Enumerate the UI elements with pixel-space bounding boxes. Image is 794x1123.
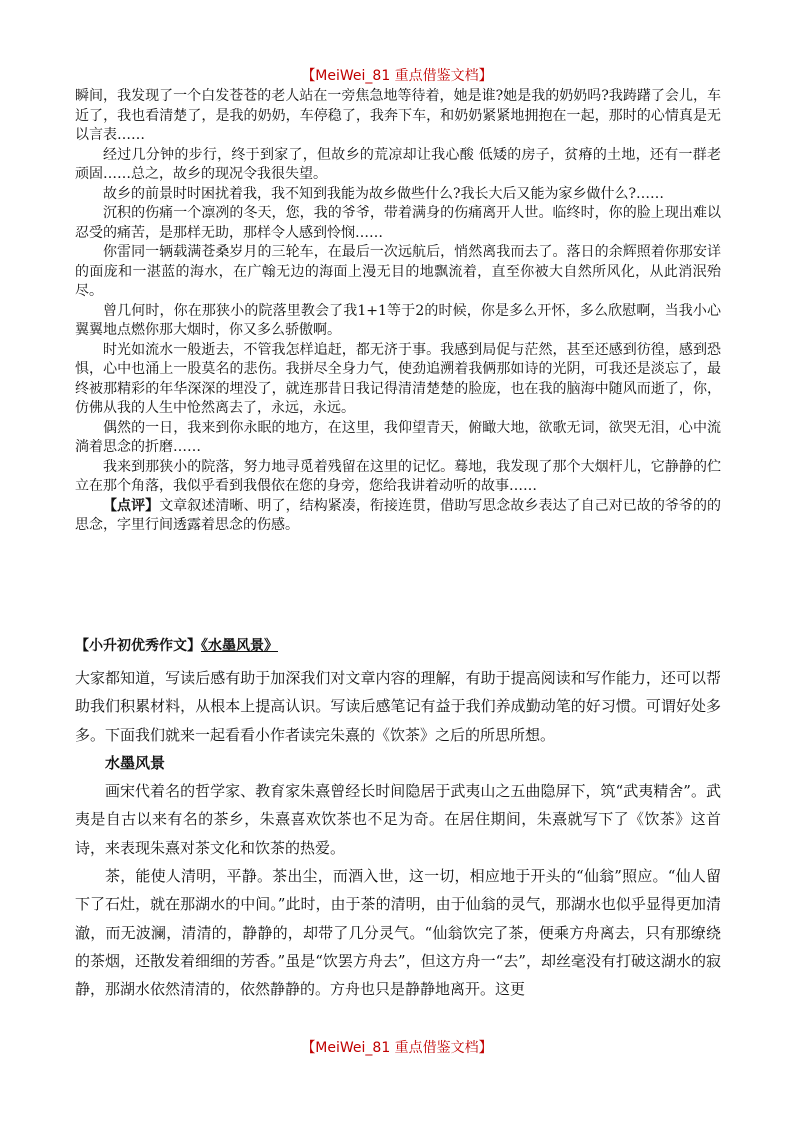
paragraph: 曾几何时，你在那狭小的院落里教会了我1+1等于2的时候，你是多么开怀，多么欣慰啊，当我小心翼翼地点燃你那大烟时，你又多么骄傲啊。: [75, 302, 721, 338]
paragraph: 时光如流水一般逝去，不管我怎样追赶，都无济于事。我感到局促与茫然，甚至还感到彷徨，感到恐惧，心中也涌上一股莫名的悲伤。我拼尽全身力气，使劲追溯着我俩那如诗的光阴，可我还是淡忘了，最终被那精彩的年华深深的埋没了，就连那昔日我记得清清楚楚的脸庞，也在我的脑海中随风而逝了，你，仿佛从我的人生中怆然离去了，永远，永远。: [75, 341, 721, 416]
heading-prefix: 【小升初优秀作文】: [75, 638, 201, 654]
paragraph: 画宋代着名的哲学家、教育家朱熹曾经长时间隐居于武夷山之五曲隐屏下，筑“武夷精舍”。武夷是自古以来有名的茶乡，朱熹喜欢饮茶也不足为奇。在居住期间，朱熹就写下了《饮茶》这首诗，来表现朱熹对茶文化和饮茶的热爱。: [75, 782, 721, 857]
comment-paragraph: [75, 497, 721, 536]
essay-section: [75, 87, 721, 536]
essay-section-2: [75, 664, 721, 1004]
paragraph: 瞬间，我发现了一个白发苍苍的老人站在一旁焦急地等待着，她是谁?她是我的奶奶吗?我踌躇了会儿，车近了，我也看清楚了，是我的奶奶，车停稳了，我奔下车，和奶奶紧紧地拥抱在一起，那时的心情真是无以言表……: [75, 88, 721, 143]
paragraph: 你雷同一辆载满苍桑岁月的三轮车，在最后一次远航后，悄然离我而去了。落日的余辉照着你那安详的面庞和一湛蓝的海水，在广翰无边的海面上漫无目的地飘流着，直至你被大自然所风化，从此消泯殆尽。: [75, 244, 721, 299]
paragraph: 茶，能使人清明，平静。茶出尘，而酒入世，这一切，相应地于开头的“仙翁”照应。“仙人留下了石灶，就在那湖水的中间。”此时，由于茶的清明，由于仙翁的灵气，那湖水也似乎显得更加清澈，而无波澜，清清的，静静的，却带了几分灵气。“仙翁饮完了茶，便乘方舟离去，只有那缭绕的茶烟，还散发着细细的芳香。”虽是“饮罢方舟去”，但这方舟一“去”，却丝毫没有打破这湖水的寂静，那湖水依然清清的，依然静静的。方舟也只是静静地离开。这更: [75, 867, 721, 999]
paragraph: 偶然的一日，我来到你永眠的地方，在这里，我仰望青天，俯瞰大地，欲歌无词，欲哭无泪，心中流淌着思念的折磨……: [75, 419, 721, 455]
paragraph: 沉积的伤痛一个凛冽的冬天，您，我的爷爷，带着满身的伤痛离开人世。临终时，你的脸上现出难以忍受的痛苦，是那样无助，那样令人感到怜悯……: [75, 205, 721, 241]
page-footer: 【MeiWei_81 重点借鉴文档】: [301, 1040, 493, 1056]
paragraph: 故乡的前景时时困扰着我，我不知到我能为故乡做些什么?我长大后又能为家乡做什么?……: [103, 185, 665, 202]
page-header: 【MeiWei_81 重点借鉴文档】: [301, 68, 493, 84]
essay-subtitle: 水墨风景: [105, 753, 166, 772]
intro-paragraph: 大家都知道，写读后感有助于加深我们对文章内容的理解，有助于提高阅读和写作能力，还可以帮助我们积累材料，从根本上提高认识。写读后感笔记有益于我们养成勤动笔的好习惯。可谓好处多多。下面我们就来一起看看小作者读完朱熹的《饮茶》之后的所思所想。: [75, 669, 721, 744]
comment-label: 【点评】: [103, 497, 160, 514]
essay-heading: [75, 636, 721, 656]
paragraph: 我来到那狭小的院落，努力地寻觅着残留在这里的记忆。蓦地，我发现了那个大烟杆儿，它静静的伫立在那个角落，我似乎看到我偎依在您的身旁，您给我讲着动听的故事……: [75, 458, 721, 494]
heading-title: 《水墨风景》: [201, 638, 278, 654]
comment-text: 文章叙述清晰、明了，结构紧凑，衔接连贯，借助写思念故乡表达了自己对已故的爷爷的的思念，字里行间透露着思念的伤感。: [75, 497, 721, 533]
paragraph: 经过几分钟的步行，终于到家了，但故乡的荒凉却让我心酸 低矮的房子，贫瘠的土地，还有一群老顽固……总之，故乡的现况令我很失望。: [75, 146, 721, 182]
